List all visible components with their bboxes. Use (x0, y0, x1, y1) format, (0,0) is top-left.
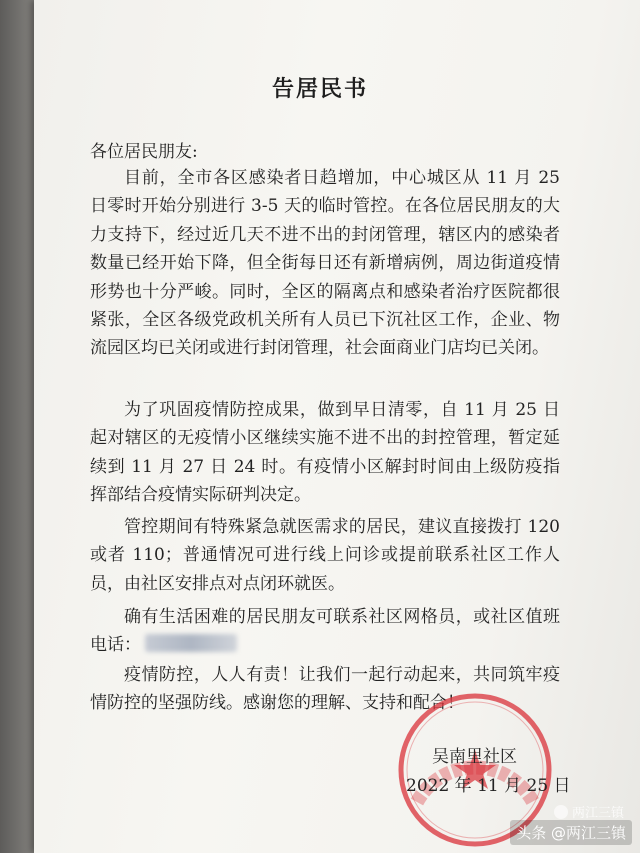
watermark-account (554, 802, 624, 821)
greeting: 各位居民朋友: (90, 142, 198, 162)
redacted-phone-number (145, 634, 237, 652)
paragraph-medical-needs: 管控期间有特殊紧急就医需求的居民，建议直接拨打 120 或者 110；普通情况可进行线上问诊或提前联系社区工作人员，由社区安排点对点闭环就医。 (90, 517, 560, 594)
hotline-text: 确有生活困难的居民朋友可联系社区网格员，或社区值班电话： (90, 607, 560, 656)
watermark-toutiao (510, 820, 632, 845)
watermark-account-text: 两江三镇 (571, 806, 624, 821)
account-icon (554, 805, 568, 819)
signature-organization: 吴南里社区 (432, 747, 517, 767)
paragraph-situation: 目前，全市各区感染者日趋增加，中心城区从 11 月 25 日零时开始分别进行 3-5 天的临时管控。在各位居民朋友的大力支持下，经过近几天不进不出的封闭管理，辖区内的感染者数量已经开始下降，但全街每日还有新增病例，周边街道疫情形势也十分严峻。同时，全区的隔离点和感染者治疗医院都很紧张，全区各级党政机关所有人员已下沉社区工作，企业、物流园区均已关闭或进行封闭管理，社会面商业门店均已关闭。 (90, 168, 560, 359)
paragraph-closing: 疫情防控，人人有责！让我们一起行动起来，共同筑牢疫情防控的坚强防线。感谢您的理解、支持和配合！ (90, 665, 560, 714)
paragraph-lockdown-extension: 为了巩固疫情防控成果，做到早日清零，自 11 月 25 日起对辖区的无疫情小区继续实施不进不出的封控管理，暂定延续到 11 月 27 日 24 时。有疫情小区解封时间由上级防疫指挥部结合疫情实际研判决定。 (90, 400, 560, 506)
paragraph-hotline (90, 603, 560, 660)
signature-date: 2022 年 11 月 25 日 (406, 776, 571, 796)
document-title: 告居民书 (271, 76, 368, 102)
watermark-toutiao-text: 头条 @两江三镇 (516, 824, 626, 842)
